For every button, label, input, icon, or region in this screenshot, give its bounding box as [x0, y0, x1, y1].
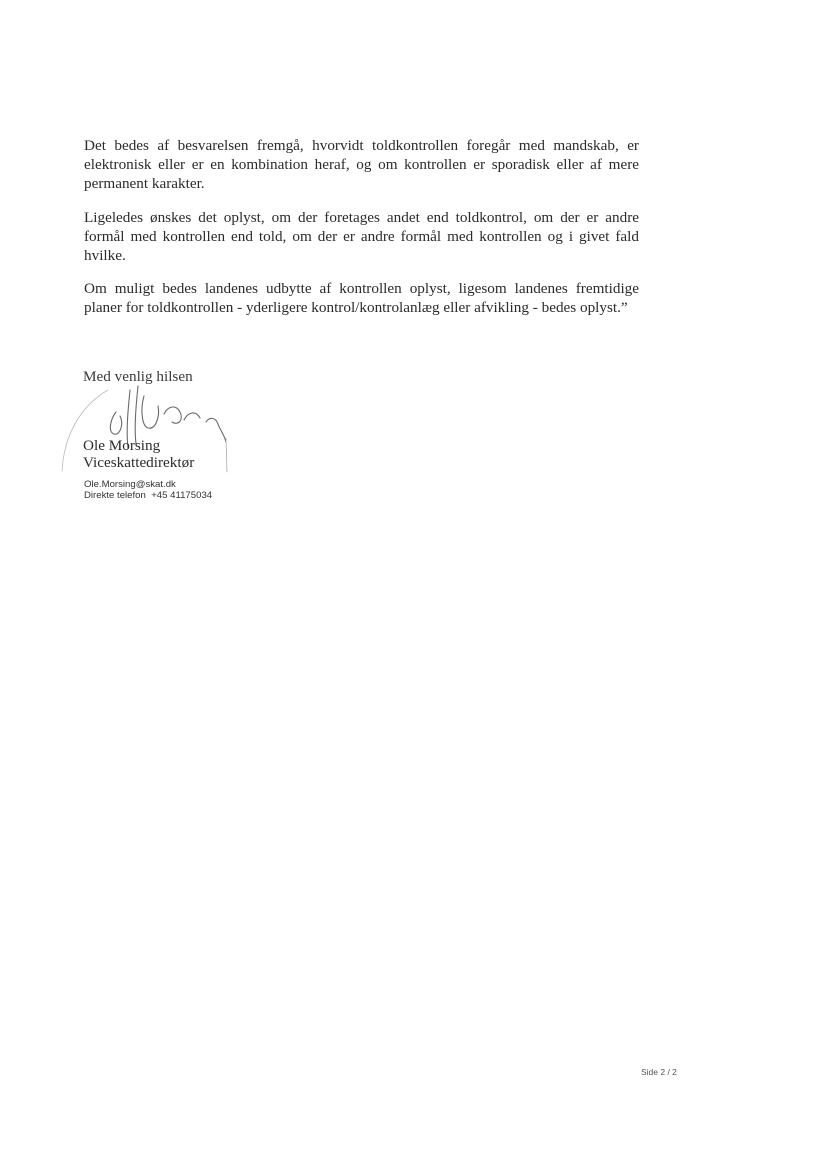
phone-number: +45 41175034: [151, 490, 213, 501]
body-paragraph-3: Om muligt bedes landenes udbytte af kontrollen oplyst, ligesom landenes fremtidige planer for toldkontrollen - yderligere kontrol/kontrolanlæg eller afvikling - bedes oplyst.”: [84, 280, 639, 317]
body-paragraph-1: Det bedes af besvarelsen fremgå, hvorvidt toldkontrollen foregår med mandskab, er elektronisk eller er en kombination heraf, og om kontrollen er sporadisk eller af mere permanent karakter.: [84, 137, 639, 193]
body-paragraph-2: Ligeledes ønskes det oplyst, om der foretages andet end toldkontrol, om der er andre formål med kontrollen end told, om der er andre formål med kontrollen og i givet fald hvilke.: [84, 209, 639, 265]
signer-email: Ole.Morsing@skat.dk: [84, 479, 176, 490]
signer-phone: [84, 490, 212, 501]
signer-name: Ole Morsing: [83, 437, 161, 454]
page-number: Side 2 / 2: [641, 1067, 677, 1077]
phone-label: Direkte telefon: [84, 490, 146, 501]
signer-title: Viceskattedirektør: [83, 454, 195, 471]
closing-salutation: Med venlig hilsen: [83, 368, 193, 385]
